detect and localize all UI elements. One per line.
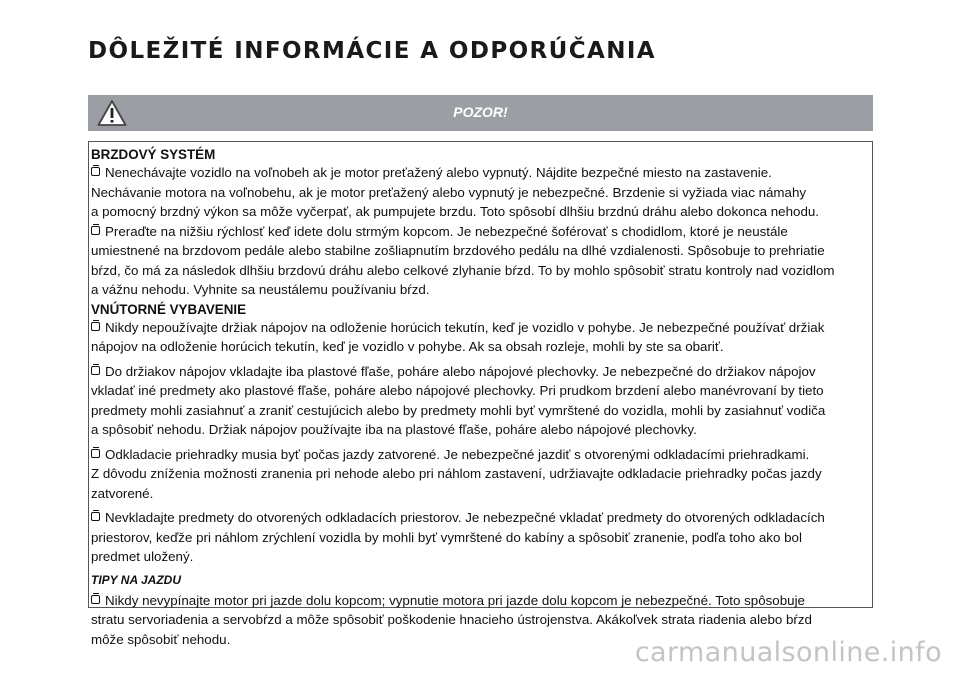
list-item: [91, 508, 870, 567]
text-line: môže spôsobiť nehodu.: [91, 631, 231, 647]
checkbox-bullet-icon: [91, 512, 100, 521]
text-line: Nikdy nepoužívajte držiak nápojov na odloženie horúcich tekutín, keď je vozidlo v pohybe. Je nebezpečné používať držiak: [105, 319, 825, 335]
text-line: stratu servoriadenia a servobŕzd a môže spôsobiť poškodenie hnacieho ústrojenstva. Akákoľvek strata riadenia alebo bŕzd: [91, 612, 812, 627]
text-line: Nenechávajte vozidlo na voľnobeh ak je motor preťažený alebo vypnutý. Nájdite bezpečné miesto na zastavenie.: [105, 165, 772, 180]
checkbox-bullet-icon: [91, 226, 100, 235]
text-line: nápojov na odloženie horúcich tekutín, keď je vozidlo v pohybe. Ak sa obsah rozleje, mohli by ste sa obariť.: [91, 339, 724, 354]
text-line: a vážnu nehodu. Vyhnite sa neustálemu používaniu bŕzd.: [91, 282, 430, 297]
checkbox-bullet-icon: [91, 167, 100, 176]
list-item: [91, 318, 870, 357]
section-heading-brakes: BRZDOVÝ SYSTÉM: [91, 147, 216, 162]
text-line: priestorov, keďže pri náhlom zrýchlení vozidla by mohli byť vymrštené do kabíny a spôsobiť zranenie, podľa toho ako bol: [91, 529, 802, 545]
list-item: [91, 445, 870, 504]
warning-label: POZOR!: [453, 104, 508, 120]
text-line: Nechávanie motora na voľnobehu, ak je motor preťažený alebo vypnutý je nebezpečné. Brzdenie si vyžiada viac námahy: [91, 184, 807, 200]
text-line: Nevkladajte predmety do otvorených odkladacích priestorov. Je nebezpečné vkladať predmety do otvorených odkladacích: [105, 510, 825, 525]
list-item: [91, 362, 870, 440]
text-line: Preraďte na nižšiu rýchlosť keď idete dolu strmým kopcom. Je nebezpečné šoférovať s chodidlom, ktoré je neustále: [105, 223, 788, 239]
watermark: carmanualsonline.info: [634, 637, 942, 668]
text-line: a pomocný brzdný výkon sa môže vyčerpať, ak pumpujete brzdu. Toto spôsobí dlhšiu brzdnú dráhu alebo dokonca nehodu.: [91, 204, 819, 219]
text-line: predmet uložený.: [91, 549, 194, 564]
text-line: umiestnené na brzdovom pedále alebo stabilne zošliapnutím brzdového pedálu na dlhé vzdialenosti. Spôsobuje to prehriatie: [91, 243, 825, 258]
checkbox-bullet-icon: [91, 366, 100, 375]
section-heading-interior: VNÚTORNÉ VYBAVENIE: [91, 301, 247, 317]
page-title: DÔLEŽITÉ INFORMÁCIE A ODPORÚČANIA: [88, 38, 657, 64]
list-item: [91, 163, 870, 222]
checkbox-bullet-icon: [91, 449, 100, 458]
list-item: [91, 222, 870, 300]
text-line: Odkladacie priehradky musia byť počas jazdy zatvorené. Je nebezpečné jazdiť s otvorenými odkladacími priehradkami.: [105, 446, 810, 462]
text-line: bŕzd, čo má za následok dlhšiu brzdovú dráhu alebo celkové zlyhanie bŕzd. To by mohlo spôsobiť stratu kontroly nad vozidlom: [91, 262, 835, 278]
warning-bar: [88, 95, 873, 131]
text-line: zatvorené.: [91, 485, 154, 501]
text-line: a spôsobiť nehodu. Držiak nápojov používajte iba na plastové fľaše, poháre alebo nápojové plechovky.: [91, 422, 697, 437]
text-line: Do držiakov nápojov vkladajte iba plastové fľaše, poháre alebo nápojové plechovky. Je nebezpečné do držiakov nápojov: [105, 363, 816, 379]
text-line: Z dôvodu zníženia možnosti zranenia pri nehode alebo pri náhlom zastavení, udržiavajte odkladacie priehradky počas jazdy: [91, 466, 822, 481]
warning-content-box: [88, 141, 873, 647]
checkbox-bullet-icon: [91, 322, 100, 331]
text-line: vkladať iné predmety ako plastové fľaše, poháre alebo nápojové plechovky. Pri prudkom brzdení alebo manévrovaní by tieto: [91, 383, 824, 398]
text-line: Nikdy nevypínajte motor pri jazde dolu kopcom; vypnutie motora pri jazde dolu kopcom je nebezpečné. Toto spôsobuje: [105, 592, 805, 608]
section-heading-tips: TIPY NA JAZDU: [91, 572, 182, 587]
checkbox-bullet-icon: [91, 595, 100, 604]
text-line: predmety mohli zasiahnuť a zraniť cestujúcich alebo by predmety mohli byť vymrštené do vozidla, mohli by zasiahnuť vodiča: [91, 402, 826, 418]
